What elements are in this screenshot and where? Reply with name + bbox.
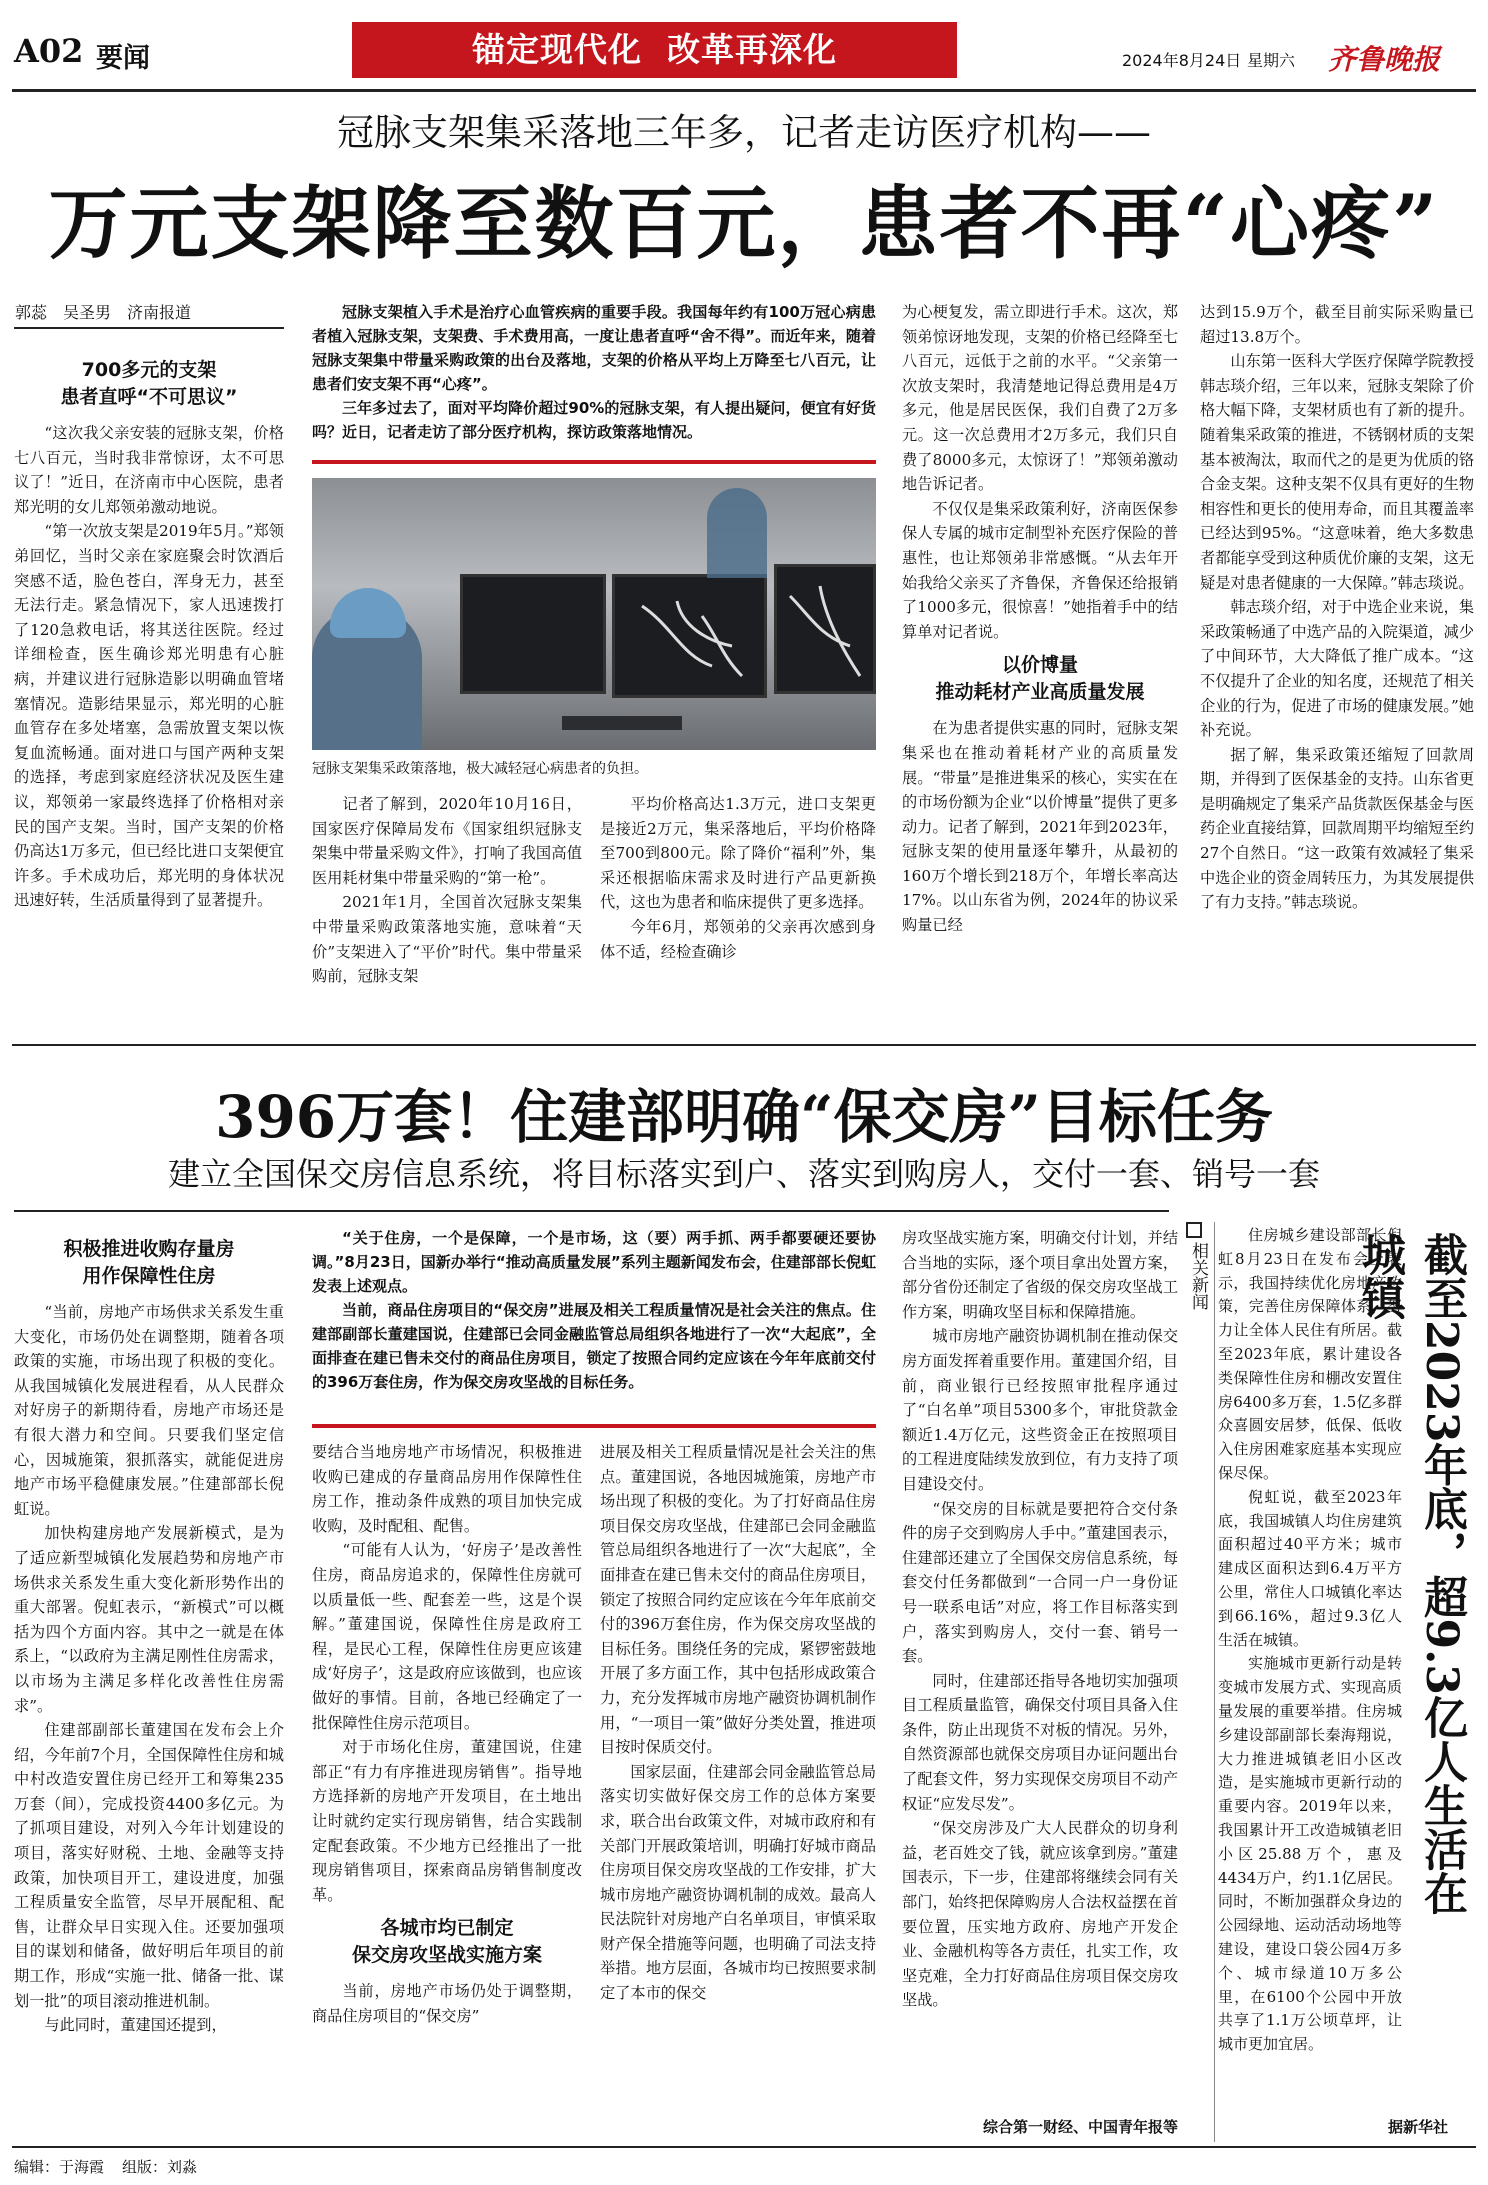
paragraph: “保交房涉及广大人民群众的切身利益，老百姓交了钱，就应该拿到房。”董建国表示，下一步，住建部将继续会同有关部门，始终把保障购房人合法权益摆在首要位置，压实地方政府、房地产开发企业、金融机构等各方责任，扎实工作，攻坚克难，全力打好商品住房项目保交房攻坚战。 bbox=[902, 1819, 1178, 2010]
staff-figure bbox=[707, 488, 767, 578]
paragraph: 要结合当地房地产市场情况，积极推进收购已建成的存量商品房用作保障性住房工作，推动条件成熟的项目加快完成收购，及时配租、配售。 bbox=[312, 1443, 582, 1535]
article1-column-5 bbox=[1200, 300, 1474, 1027]
paragraph: 住房城乡建设部部长倪虹8月23日在发布会上表示，我国持续优化房地产政策，完善住房保障体系，努力让全体人民住有所居。截至2023年底，累计建设各类保障性住房和棚改安置住房6400多万套，1.5亿多群众喜圆安居梦，低保、低收入住房困难家庭基本实现应保尽保。 bbox=[1218, 1226, 1402, 1482]
paragraph: 在为患者提供实惠的同时，冠脉支架集采也在推动着耗材产业的高质量发展。“带量”是推进集采的核心，实实在在的市场份额为企业“以价博量”提供了更多动力。记者了解到，2021年到2023年，冠脉支架的使用量逐年攀升，从最初的160万个增长到218万个，年增长率高达17%。以山东省为例，2024年的协议采购量已经 bbox=[902, 719, 1178, 935]
related-news-label bbox=[1186, 1222, 1206, 1310]
paragraph: 对于市场化住房，董建国说，住建部正“有力有序推进现房销售”。指导地方选择新的房地产开发项目，在土地出让时就约定实行现房销售，结合实践制定配套政策。不少地方已经推出了一批现房销售项目，探索商品房销售制度改革。 bbox=[312, 1738, 582, 1904]
paragraph: 加快构建房地产发展新模式，是为了适应新型城镇化发展趋势和房地产市场供求关系发生重大变化新形势作出的重大部署。倪虹表示，“新模式”可以概括为四个方面内容。其中之一就是在体系上，“以政府为主满足刚性住房需求，以市场为主满足多样化改善性住房需求”。 bbox=[14, 1524, 284, 1715]
article2-column-3 bbox=[600, 1440, 876, 2140]
paragraph: 平均价格高达1.3万元，进口支架更是接近2万元，集采落地后，平均价格降至700到800元。除了降价“福利”外，集采还根据临床需求及时进行产品更新换代，这也为患者和临床提供了更多选择。 bbox=[600, 795, 876, 912]
issue-date: 2024年8月24日 bbox=[1122, 51, 1242, 70]
section-name: 要闻 bbox=[96, 43, 150, 74]
article2-source: 综合第一财经、中国青年报等 bbox=[982, 2118, 1178, 2136]
lead-red-rule bbox=[312, 1424, 876, 1428]
paragraph: “第一次放支架是2019年5月。”郑领弟回忆，当时父亲在家庭聚会时饮酒后突感不适，脸色苍白，浑身无力，甚至无法行走。紧急情况下，家人迅速拨打了120急救电话，将其送往医院。经过详细检查，医生确诊郑光明患有心脏病，并建议进行冠脉造影以明确血管堵塞情况。造影结果显示，郑光明的心脏血管存在多处堵塞，急需放置支架以恢复血流畅通。面对进口与国产两种支架的选择，考虑到家庭经济状况及医生建议，郑领弟一家最终选择了价格相对亲民的国产支架。当时，国产支架的价格仍高达1万多元，但已经比进口支架便宜许多。手术成功后，郑光明的身体状况迅速好转，生活质量得到了显著提升。 bbox=[14, 522, 284, 910]
paragraph: “可能有人认为，‘好房子’是改善性住房，商品房追求的，保障性住房就可以质量低一些、配套差一些，这是个误解。”董建国说，保障性住房是政府工程，是民心工程，保障性住房更应该建成‘好房子’，这是政府应该做到，也应该做好的事情。目前，各地已经确定了一批保障性住房示范项目。 bbox=[312, 1541, 582, 1732]
paragraph: 据了解，集采政策还缩短了回款周期，并得到了医保基金的支持。山东省更是明确规定了集采产品货款医保基金与医药企业直接结算，回款周期平均缩短至约27个自然日。“这一政策有效减轻了集采中选企业的资金周转压力，为其发展提供了有力支持。”韩志琰说。 bbox=[1200, 745, 1474, 912]
paragraph: 不仅仅是集采政策利好，济南医保参保人专属的城市定制型补充医疗保险的普惠性，也让郑领弟非常感慨。“从去年开始我给父亲买了齐鲁保，齐鲁保还给报销了1000多元，很惊喜！”她指着手中的结算单对记者说。 bbox=[902, 499, 1178, 641]
article1-subhead-2: 以价博量 推动耗材产业高质量发展 bbox=[935, 654, 1145, 704]
article1-column-2b bbox=[312, 792, 582, 1027]
paragraph: “保交房的目标就是要把符合交付条件的房子交到购房人手中。”董建国表示，住建部还建立了全国保交房信息系统，每套交付任务都做到“一合同一户一身份证号一联系电话”对应，将工作目标落实到户，落实到购房人，交付一套、销号一套。 bbox=[902, 1499, 1178, 1666]
paragraph: 实施城市更新行动是转变城市发展方式、实现高质量发展的重要举措。住房城乡建设部副部长秦海翔说，大力推进城镇老旧小区改造，是实施城市更新行动的重要内容。2019年以来，我国累计开工改造城镇老旧小区25.88万个，惠及4434万户，约1.1亿居民。同时，不断加强群众身边的公园绿地、运动活动场地等建设，建设口袋公园4万多个、城市绿道10万多公里，在6100个公园中开放共享了1.1万公顷草坪，让城市更加宜居。 bbox=[1218, 1654, 1402, 2054]
article2-column-4 bbox=[902, 1226, 1178, 2116]
lead-red-rule bbox=[312, 460, 876, 464]
banner-text: 锚定现代化 改革再深化 bbox=[472, 30, 837, 69]
hospital-photo bbox=[312, 478, 876, 750]
paragraph: 城市房地产融资协调机制在推动保交房方面发挥着重要作用。董建国介绍，目前，商业银行已经按照审批程序通过了“白名单”项目5300多个，审批贷款金额近1.4万亿元，这些资金正在按照项目的工程进度陆续发放到位，有力支持了项目建设交付。 bbox=[902, 1327, 1178, 1493]
footer-layout: 组版：刘淼 bbox=[122, 2158, 198, 2176]
paragraph: 山东第一医科大学医疗保障学院教授韩志琰介绍，三年以来，冠脉支架除了价格大幅下降，支架材质也有了新的提升。随着集采政策的推进，不锈钢材质的支架基本被淘汰，取而代之的是更为优质的铬合金支架。这种支架不仅具有更好的生物相容性和更长的使用寿命，而且其覆盖率已经达到95%。“这意味着，绝大多数患者都能享受到这种质优价廉的支架，这无疑是对患者健康的一大保障。”韩志琰说。 bbox=[1200, 352, 1474, 592]
photo-caption: 冠脉支架集采政策落地，极大减轻冠心病患者的负担。 bbox=[312, 761, 648, 777]
article2-lead bbox=[312, 1226, 876, 1421]
article2-column-1 bbox=[14, 1236, 284, 2141]
sidebar-headline: 截至2023年底，超9.3亿人生活在城镇 bbox=[1354, 1232, 1467, 1916]
paragraph: 国家层面，住建部会同金融监管总局落实切实做好保交房工作的总体方案要求，联合出台政策文件，对城市政府和有关部门开展政策培训，明确打好城市商品住房项目保交房攻坚战的工作安排，扩大城市房地产融资协调机制的成效。最高人民法院针对房地产白名单项目，审慎采取财产保全措施等问题，也明确了司法支持举措。地方层面，各城市均已按照要求制定了本市的保交 bbox=[600, 1762, 876, 2003]
footer-rule bbox=[12, 2146, 1476, 2148]
article2-deck: 建立全国保交房信息系统，将目标落实到户、落实到购房人，交付一套、销号一套 bbox=[167, 1155, 1320, 1193]
paragraph: 倪虹说，截至2023年底，我国城镇人均住房建筑面积超过40平方米；城市建成区面积达到6.4万平方公里，常住人口城镇化率达到66.16%，超过9.3亿人生活在城镇。 bbox=[1218, 1487, 1402, 1649]
paragraph: 房攻坚战实施方案，明确交付计划，并结合当地的实际，逐个项目拿出处置方案，部分省份还制定了省级的保交房攻坚战工作方案，明确攻坚目标和保障措施。 bbox=[902, 1229, 1178, 1321]
article2-headline: 396万套！住建部明确“保交房”目标任务 bbox=[215, 1083, 1273, 1151]
related-news-text: 相关新闻 bbox=[1188, 1242, 1208, 1310]
paragraph: 当前，房地产市场仍处于调整期，商品住房项目的“保交房” bbox=[312, 1982, 582, 2025]
doctor-cap bbox=[330, 588, 406, 638]
lead-paragraph: 三年多过去了，面对平均降价超过90%的冠脉支架，有人提出疑问，便宜有好货吗？近日，记者走访了部分医疗机构，探访政策落地情况。 bbox=[312, 399, 876, 441]
article1-column-3b bbox=[600, 792, 876, 1027]
paragraph: 今年6月，郑领弟的父亲再次感到身体不适，经检查确诊 bbox=[600, 917, 876, 961]
sidebar-vertical-rule bbox=[1214, 1222, 1215, 2142]
article1-column-4 bbox=[902, 300, 1178, 1027]
article1-subhead-1: 700多元的支架 患者直呼“不可思议” bbox=[60, 359, 238, 408]
footer-editor: 编辑：于海霞 bbox=[14, 2158, 105, 2176]
sidebar-column bbox=[1218, 1224, 1402, 2109]
related-news-box bbox=[1186, 1222, 1202, 1238]
paragraph: 记者了解到，2020年10月16日，国家医疗保障局发布《国家组织冠脉支架集中带量采购文件》，打响了我国高值医用耗材集中带量采购的“第一枪”。 bbox=[312, 795, 582, 887]
paragraph: 韩志琰介绍，对于中选企业来说，集采政策畅通了中选产品的入院渠道，减少了中间环节，大大降低了推广成本。“这不仅提升了企业的知名度，还规范了相关企业的行为，促进了市场的健康发展。”她补充说。 bbox=[1200, 598, 1474, 740]
paragraph: “当前，房地产市场供求关系发生重大变化，市场仍处在调整期，随着各项政策的实施，市场出现了积极的变化。从我国城镇化发展进程看，从人民群众对好房子的新期待看，房地产市场还是有很大潜力和空间。只要我们坚定信心，因城施策，狠抓落实，就能促进房地产市场平稳健康发展。”住建部部长倪虹说。 bbox=[14, 1303, 284, 1518]
banner bbox=[352, 22, 957, 78]
page-code: A02 bbox=[14, 32, 84, 70]
lead-paragraph: 当前，商品住房项目的“保交房”进展及相关工程质量情况是社会关注的焦点。住建部副部长董建国说，住建部已会同金融监管总局组织各地进行了一次“大起底”，全面排查在建已售未交付的商品住房项目，锁定了按照合同约定应该在今年年底前交付的396万套住房，作为保交房攻坚战的目标任务。 bbox=[312, 1301, 876, 1391]
deck-rule bbox=[14, 1210, 1169, 1212]
article2-subhead-1: 积极推进收购存量房 用作保障性住房 bbox=[63, 1238, 235, 1287]
paragraph: 同时，住建部还指导各地切实加强项目工程质量监管，确保交付项目具备入住条件，防止出现货不对板的情况。另外，自然资源部也就保交房项目办证问题出台了配套文件，努力实现保交房项目不动产权证“应发尽发”。 bbox=[902, 1671, 1178, 1813]
sidebar-source: 据新华社 bbox=[1388, 2118, 1449, 2136]
byline: 郭蕊 吴圣男 济南报道 bbox=[15, 303, 192, 322]
paragraph: 进展及相关工程质量情况是社会关注的焦点。董建国说，各地因城施策，房地产市场出现了积极的变化。为了打好商品住房项目保交房攻坚战，住建部已会同金融监管总局组织各地进行了一次“大起底”，全面排查在建已售未交付的商品住房项目，锁定了按照合同约定应该在今年年底前交付的396万套住房，作为保交房攻坚战的目标任务。围绕任务的完成，紧锣密鼓地开展了多方面工作，其中包括形成政策合力，充分发挥城市房地产融资协调机制作用，“一项目一策”做好分类处置，推进项目按时保质交付。 bbox=[600, 1443, 876, 1757]
paragraph: 为心梗复发，需立即进行手术。这次，郑领弟惊讶地发现，支架的价格已经降至七八百元，远低于之前的水平。“父亲第一次放支架时，我清楚地记得总费用是4万多元，他是居民医保，我们自费了2万多元。这一次总费用才2万多元，我们只自费了8000多元，太惊讶了！”郑领弟激动地告诉记者。 bbox=[902, 303, 1178, 494]
lead-paragraph: 冠脉支架植入手术是治疗心血管疾病的重要手段。我国每年约有100万冠心病患者植入冠脉支架，支架费、手术费用高，一度让患者直呼“舍不得”。而近年来，随着冠脉支架集中带量采购政策的出台及落地，支架的价格从平均上万降至七八百元，让患者们安支架不再“心疼”。 bbox=[312, 303, 876, 393]
section-divider bbox=[12, 1044, 1476, 1046]
paragraph: 2021年1月，全国首次冠脉支架集中带量采购政策落地实施，意味着“天价”支架进入了“平价”时代。集中带量采购前，冠脉支架 bbox=[312, 893, 582, 986]
angiogram-image bbox=[622, 586, 758, 686]
article1-column-1 bbox=[14, 357, 284, 1027]
angiogram-image-right bbox=[780, 576, 870, 686]
header-rule bbox=[12, 89, 1476, 92]
issue-weekday: 星期六 bbox=[1247, 51, 1296, 70]
paragraph: “这次我父亲安装的冠脉支架，价格七八百元，当时我非常惊讶，太不可思议了！”近日，在济南市中心医院，患者郑光明的女儿郑领弟激动地说。 bbox=[14, 424, 284, 516]
paragraph: 达到15.9万个，截至目前实际采购量已超过13.8万个。 bbox=[1200, 303, 1474, 346]
paragraph: 住建部副部长董建国在发布会上介绍，今年前7个月，全国保障性住房和城中村改造安置住房已经开工和筹集235万套（间），完成投资4400多亿元。为了抓项目建设，对列入今年计划建设的项目，落实好财税、土地、金融等支持政策，加快项目开工，建设进度，加强工程质量安全监管，尽早开展配租、配售，让群众早日实现入住。还要加强项目的谋划和储备，做好明后年项目的前期工作，形成“实施一批、储备一批、谋划一批”的项目滚动推进机制。 bbox=[14, 1721, 284, 2010]
lead-paragraph: “关于住房，一个是保障，一个是市场，这（要）两手抓、两手都要硬还要协调。”8月23日，国新办举行“推动高质量发展”系列主题新闻发布会，住建部部长倪虹发表上述观点。 bbox=[312, 1229, 876, 1295]
article1-lead bbox=[312, 300, 876, 455]
article1-headline: 万元支架降至数百元，患者不再“心疼” bbox=[48, 177, 1440, 270]
article2-subhead-2: 各城市均已制定 保交房攻坚战实施方案 bbox=[351, 1917, 542, 1967]
paper-logo: 齐鲁晚报 bbox=[1328, 43, 1441, 76]
monitor-left bbox=[460, 574, 606, 694]
article1-kicker: 冠脉支架集采落地三年多，记者走访医疗机构—— bbox=[337, 111, 1151, 154]
article2-column-2 bbox=[312, 1440, 582, 2140]
paragraph: 与此同时，董建国还提到， bbox=[44, 2016, 227, 2035]
byline-rule bbox=[14, 327, 284, 329]
keyboard bbox=[562, 716, 682, 730]
